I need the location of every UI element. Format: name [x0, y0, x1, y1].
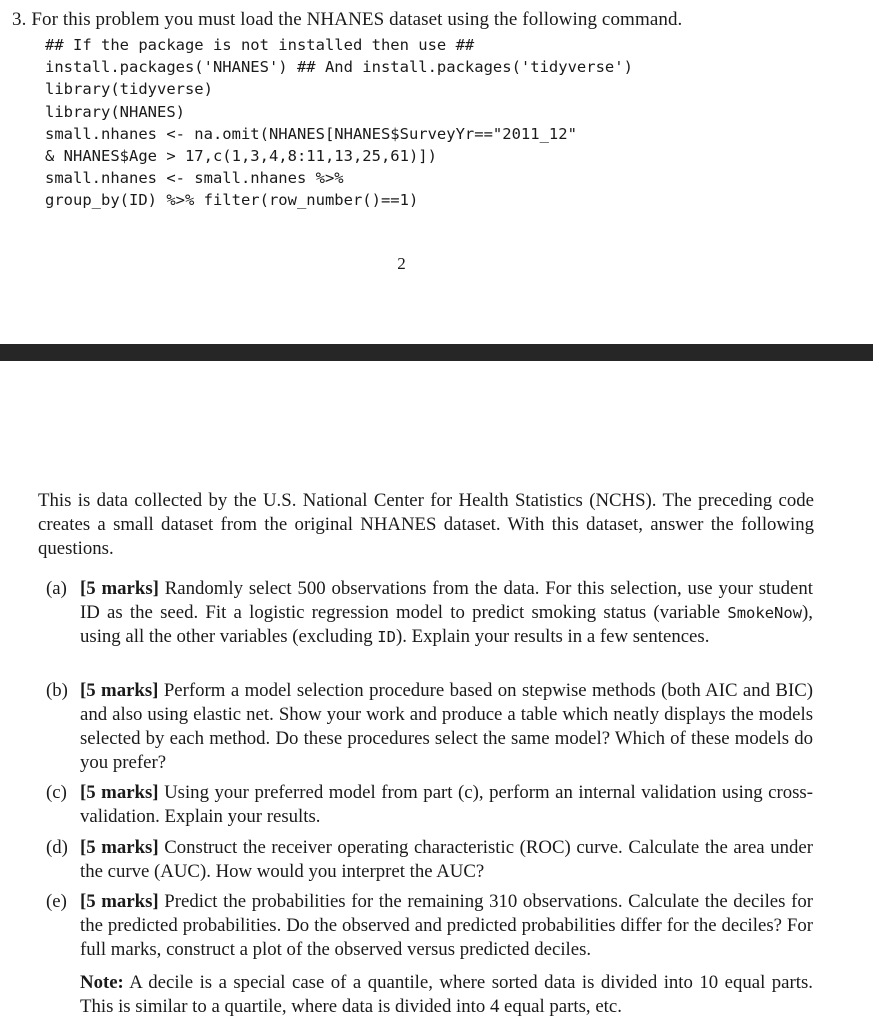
code-line: install.packages('NHANES') ## And install.packages('tidyverse'): [45, 58, 633, 77]
question-text: ), using all the other variables (excluding: [80, 602, 813, 647]
question-c: [46, 781, 813, 829]
question-text: Randomly select 500 observations from the data. For this selection, use your student ID as the seed. Fit a logistic regression model to predict smoking status (variable: [80, 578, 813, 623]
code-line: library(tidyverse): [45, 80, 213, 99]
intro-paragraph: This is data collected by the U.S. National Center for Health Statistics (NCHS). The preceding code creates a small dataset from the original NHANES dataset. With this dataset, answer the following questions.: [38, 490, 814, 559]
question-label: (d): [46, 837, 68, 858]
question-text: Construct the receiver operating characteristic (ROC) curve. Calculate the area under the curve (AUC). How would you interpret the AUC?: [80, 837, 813, 882]
code-line: & NHANES$Age > 17,c(1,3,4,8:11,13,25,61)]): [45, 147, 437, 166]
question-marks: [5 marks]: [80, 680, 159, 701]
code-line: small.nhanes <- na.omit(NHANES[NHANES$SurveyYr=="2011_12": [45, 124, 577, 143]
question-text: Perform a model selection procedure based on stepwise methods (both AIC and BIC) and also using elastic net. Show your work and produce a table which neatly displays the models selected by each method. Do these procedures select the same model? Which of these models do you prefer?: [80, 680, 813, 773]
question-d: [46, 836, 813, 884]
question-label: (e): [46, 891, 67, 912]
code-line: group_by(ID) %>% filter(row_number()==1): [45, 191, 419, 210]
r-code-block: [45, 34, 845, 212]
code-line: library(NHANES): [45, 102, 185, 121]
question-marks: [5 marks]: [80, 837, 159, 858]
question-a: [46, 577, 813, 649]
question-marks: [5 marks]: [80, 578, 159, 599]
question-marks: [5 marks]: [80, 891, 159, 912]
variable-code: ID: [377, 628, 396, 646]
question-e: [46, 890, 813, 1019]
code-line: ## If the package is not installed then use ##: [45, 36, 475, 54]
page-number: 2: [397, 254, 406, 273]
question-text: ). Explain your results in a few sentences.: [395, 626, 710, 647]
variable-code: SmokeNow: [727, 604, 803, 622]
question-b: [46, 679, 813, 775]
question-text: Predict the probabilities for the remaining 310 observations. Calculate the deciles for the predicted probabilities. Do the observed and predicted probabilities differ for the deciles? For full marks, construct a plot of the observed versus predicted deciles.: [80, 891, 813, 960]
problem-intro-text: For this problem you must load the NHANES dataset using the following command.: [31, 9, 683, 30]
question-label: (c): [46, 782, 67, 803]
code-line: small.nhanes <- small.nhanes %>%: [45, 169, 344, 188]
page-break-divider: [0, 344, 873, 361]
question-marks: [5 marks]: [80, 782, 159, 803]
decile-note: [80, 971, 813, 1019]
question-label: (b): [46, 680, 68, 701]
problem-statement: [12, 8, 862, 32]
problem-number: 3.: [12, 9, 27, 30]
question-label: (a): [46, 578, 67, 599]
note-text: A decile is a special case of a quantile, where sorted data is divided into 10 equal parts. This is similar to a quartile, where data is divided into 4 equal parts, etc.: [80, 972, 813, 1017]
question-text: Using your preferred model from part (c), perform an internal validation using cross-validation. Explain your results.: [80, 782, 813, 827]
note-label: Note:: [80, 972, 124, 993]
